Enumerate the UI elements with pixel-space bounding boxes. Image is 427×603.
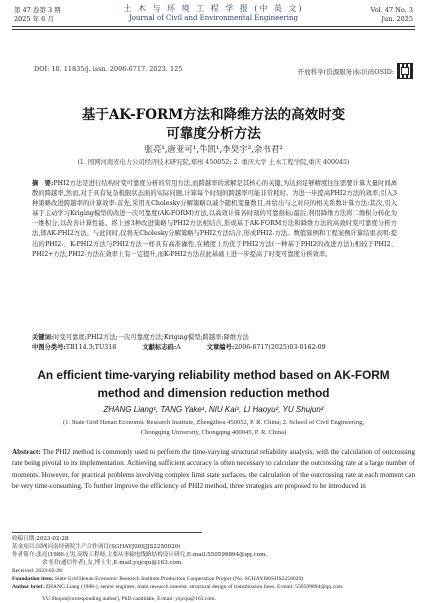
fund-en-text: State Grid Henan Economic Research Institute Production Cooperation Project (No. SGHAYJ00SJJS2250020) <box>53 576 304 582</box>
doc-code-value: A <box>176 344 181 351</box>
keywords-cn <box>32 333 397 343</box>
date-cn: 2025 年 6 月 <box>14 15 54 23</box>
qr-code-icon[interactable] <box>397 63 413 79</box>
affil-en-line1: (1. State Grid Henan Economic Research Institute, Zhengzhou 450052, P. R. China; 2. School of Civil Engineering, <box>63 419 364 426</box>
abstract-en-label: Abstract: <box>12 448 41 456</box>
title-cn-line1: 基于AK-FORM方法和降维方法的高效时变 <box>81 107 346 123</box>
footnote-received-en: Received: 2023-02-28 <box>12 568 62 574</box>
abstract-cn-label: 摘 要: <box>32 180 54 187</box>
journal-name-en: Journal of Civil and Environmental Engineering <box>128 14 298 22</box>
title-en-line2: method and dimension reduction method <box>97 386 330 400</box>
keywords-cn-label: 关键词: <box>32 334 54 341</box>
abstract-en <box>12 447 415 493</box>
affiliation-en <box>40 418 387 437</box>
footnote-author1-cn: 作者简介:张亮(1986-),男,高级工程师,主要从事输电线路结构设计研究,E-mail:550599894@qq.com。 <box>12 552 272 558</box>
title-en-line1: An efficient time-varying reliability method based on AK-FORM <box>37 368 390 382</box>
footnote-divider <box>12 532 202 533</box>
clc-value: TB114.3;TU318 <box>65 344 117 351</box>
footnote-bio-en <box>12 583 415 591</box>
header-rule-thin <box>12 29 415 30</box>
bio-en-label: Author brief: <box>12 584 45 590</box>
title-cn-line2: 可靠度分析方法 <box>166 126 261 142</box>
footnote-bio2-en: YU Shujun(corresponding author), PhD candidate, E-mail: ysjcqu@163.com. <box>42 596 216 602</box>
abstract-en-text: The PHI2 method is commonly used to perform the time-varying structural reliability analysis, with the calculation of outcrossing rate being pivotal to its implementation. Achieving sufficient accuracy is often necessary to calculate the outcrossing rate at a large number of moments. However, for practical problems involving complex limit state surfaces, the calculation of the outcrossing rate at each moment can be very time-consuming. To further improve the efficiency of PHI2 method, three strategies are proposed to be introduced in <box>12 448 415 491</box>
page-title-en <box>20 366 407 402</box>
footnote-author2-cn: 余书君(通信作者),女,博士生,E-mail:ysjcqu@163.com。 <box>42 560 187 566</box>
affil-en-line2: Chongqing University, Chongqing 400045, P. R. China) <box>140 428 287 436</box>
authors-en: ZHANG Liang¹, TANG Yake¹, NIU Kai¹, LI Haoyu², YU Shujun² <box>103 405 324 414</box>
article-no-label: 文章编号: <box>206 344 235 351</box>
article-no-value: 2096-6717(2025)03-0162-09 <box>234 344 326 351</box>
abstract-cn <box>32 179 397 260</box>
issue-info-en <box>333 6 413 24</box>
bio-en-text: ZHANG Liang (1986-), senior engineer, main research interest: structural design of transmission lines, E-mail: 550599894@qq.com. <box>44 584 344 590</box>
footnote-fund-en <box>12 575 415 583</box>
keywords-cn-text: 时变可靠度;PHI2方法;一次可靠度方法;Kriging模型;跨越率;降维方法 <box>53 334 249 341</box>
fund-en-label: Foundation item: <box>12 576 54 582</box>
clc-label: 中图分类号: <box>32 344 66 351</box>
page-title-cn <box>20 106 407 144</box>
journal-name-cn: 土 木 与 环 境 工 程 学 报 (中 英 文) <box>123 4 304 13</box>
journal-name <box>96 4 331 23</box>
issue-info-cn <box>14 6 94 24</box>
doc-code-label: 文献标志码: <box>142 344 177 351</box>
volume-cn: 第 47 卷第 3 期 <box>14 6 61 14</box>
doi[interactable]: DOI: 10. 11835/j. issn. 2096-6717. 2023. 125 <box>34 65 183 73</box>
abstract-cn-text: PHI2方法是进行结构时变可靠度分析的常用方法,而跨越率的求解是其核心的关键,为达到足够精度往往需要计算大量时间离散的跨越率,然而,对于具有复杂极限状态面的实际问题,计算每个时刻的跨越率可能非常耗时。为进一步提高PHI2方法的效率,引入3种策略改进跨越率的计算效率:首先,采用无Cholesky分解策略以减少随机变量数目,并给出与之对应的相关系数计算方法;其次,引入基于主动学习Kriging模型的改进一次可靠度(AK-FORM)方法,以高效计算各时刻的可靠指标;最后,利用降维方法将二维积分转化为一维积分,以改善计算性能。将上述3种改进策略与PHI2方法相结合,形成基于AK-FORM方法和降维方法的高效时变可靠度分析方法,即AK-PHI2方法。与此同时,仅将无Cholesky分解策略与PHI2方法结合,形成PHI2-方法。数值算例和工程案例计算结果表明:提出的PHI2-、K-PHI2方法与PHI2方法一样具有高准确性,在精度上均优于PHI2方法(一种基于PHI2的改进方法);相较于PHI2、PHI2+方法,PHI2-方法在效率上有一定提升,而K-PHI2方法在此基础上进一步提高了时变可靠度分析效率。 <box>32 180 398 258</box>
osid-block <box>298 63 413 79</box>
footnote-fund-cn: 基金项目:国网河南经研院生产合作项目(SGHAYJ00SJJS2250020) <box>12 544 181 550</box>
osid-label: 开放科学(资源服务)标识码OSID: <box>297 67 394 76</box>
volume-en: Vol. 47 No. 3 <box>370 6 413 14</box>
date-en: Jun. 2025 <box>381 15 413 23</box>
header-rule-thick <box>12 26 415 27</box>
classification-info <box>32 343 397 353</box>
affiliation-cn: (1. 国网河南省电力公司经济技术研究院,郑州 450052; 2. 重庆大学 土木工程学院,重庆 400045) <box>77 159 350 166</box>
footnote-received-cn: 收稿日期:2023-02-28 <box>12 536 69 542</box>
authors-cn: 张亮¹,唐亚可¹,牛凯¹,李昊宇²,余书君² <box>144 145 283 155</box>
